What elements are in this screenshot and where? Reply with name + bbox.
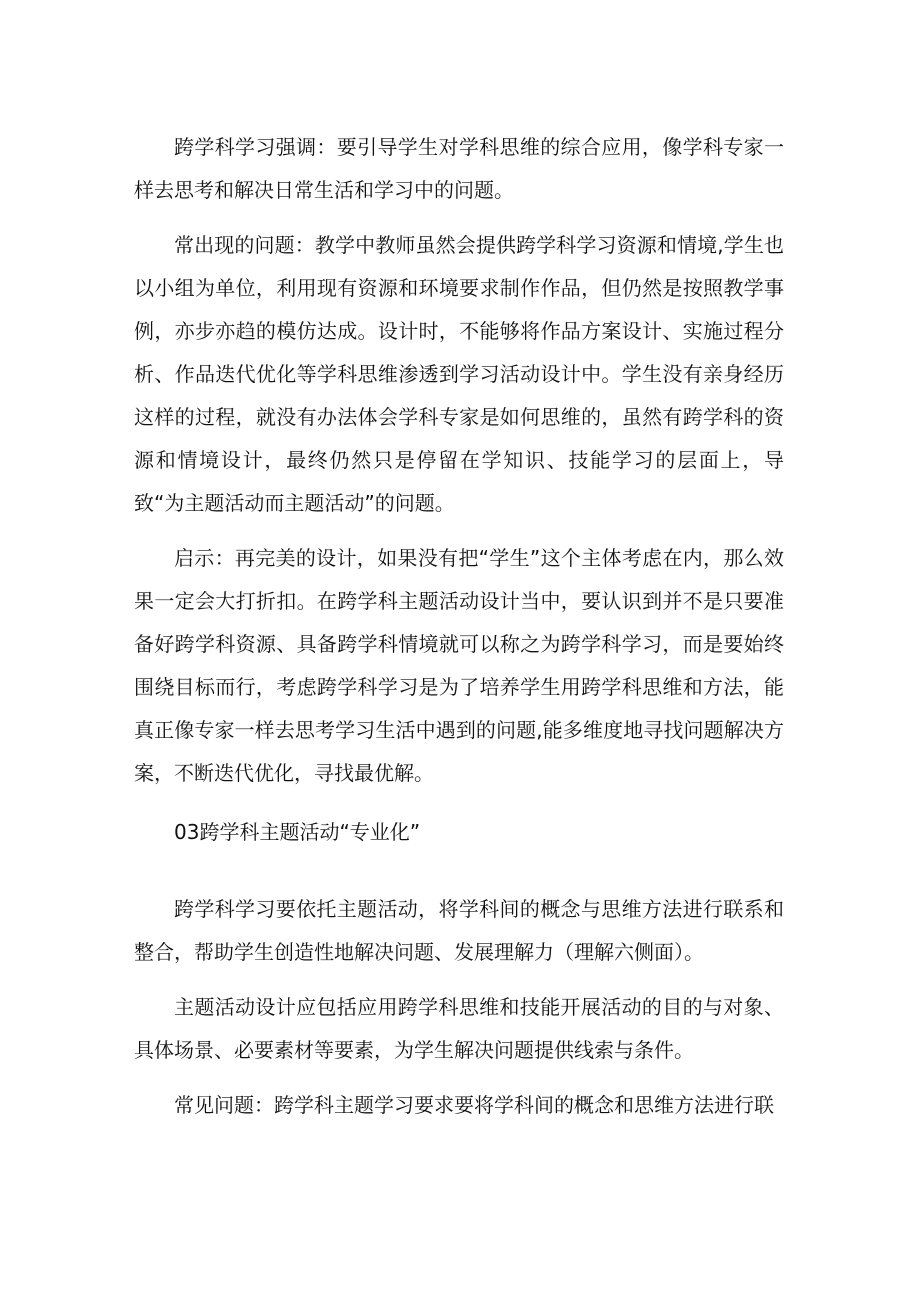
section-heading: 03跨学科主题活动“专业化” bbox=[174, 820, 421, 844]
paragraph-theme-activity: 跨学科学习要依托主题活动，将学科间的概念与思维方法进行联系和整合，帮助学生创造性地解决问题、发展理解力（理解六侧面）。 bbox=[134, 897, 784, 964]
paragraph-insight: 启示：再完美的设计，如果没有把“学生”这个主体考虑在内，那么效果一定会大打折扣。在跨学科主题活动设计当中，要认识到并不是只要准备好跨学科资源、具备跨学科情境就可以称之为跨学科学习，而是要始终围绕目标而行，考虑跨学科学习是为了培养学生用跨学科思维和方法，能真正像专家一样去思考学习生活中遇到的问题,能多维度地寻找问题解决方案，不断迭代优化，寻找最优解。 bbox=[134, 546, 784, 785]
paragraph-common-problems: 常出现的问题：教学中教师虽然会提供跨学科学习资源和情境,学生也以小组为单位，利用现有资源和环境要求制作作品，但仍然是按照教学事例，亦步亦趋的模仿达成。设计时，不能够将作品方案设计、实施过程分析、作品迭代优化等学科思维渗透到学习活动设计中。学生没有亲身经历这样的过程，就没有办法体会学科专家是如何思维的，虽然有跨学科的资源和情境设计，最终仍然只是停留在学知识、技能学习的层面上，导致“为主题活动而主题活动”的问题。 bbox=[134, 233, 784, 515]
paragraph-common-issues: 常见问题：跨学科主题学习要求要将学科间的概念和思维方法进行联 bbox=[174, 1093, 774, 1117]
document-body bbox=[134, 126, 784, 1127]
paragraph-activity-design: 主题活动设计应包括应用跨学科思维和技能开展活动的目的与对象、具体场景、必要素材等要素，为学生解决问题提供线索与条件。 bbox=[134, 995, 784, 1062]
paragraph-intro: 跨学科学习强调：要引导学生对学科思维的综合应用，像学科专家一样去思考和解决日常生活和学习中的问题。 bbox=[134, 135, 784, 202]
